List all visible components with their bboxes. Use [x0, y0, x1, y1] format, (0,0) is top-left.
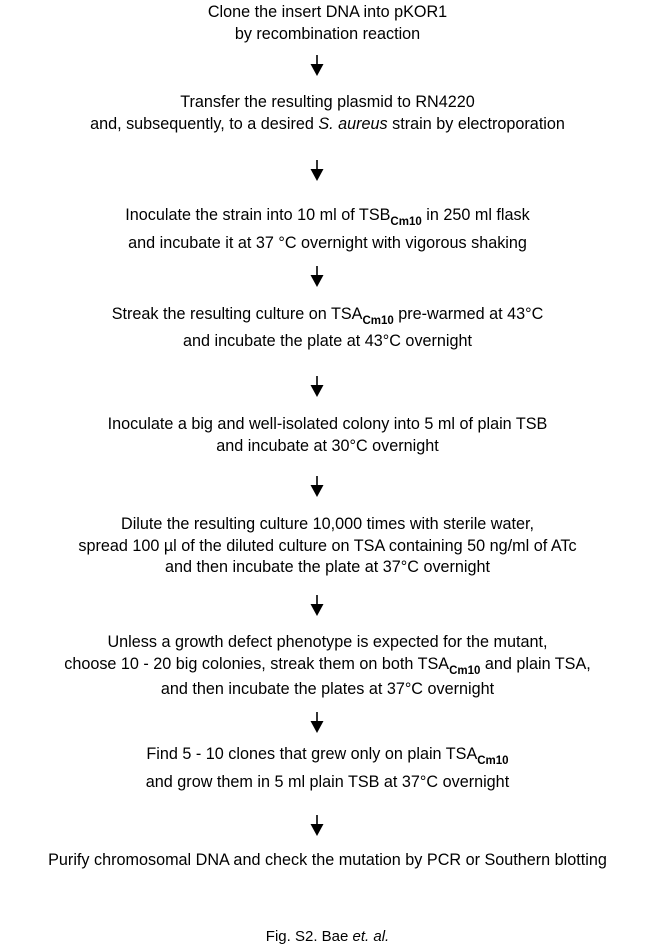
step-4-line-2: and incubate the plate at 43°C overnight	[182, 331, 473, 350]
step-9	[0, 850, 655, 872]
step-7	[0, 632, 655, 701]
step-9-line-1: Purify chromosomal DNA and check the mutation by PCR or Southern blotting	[48, 851, 607, 869]
step-5-line-2: and incubate at 30°C overnight	[216, 436, 439, 455]
arrow-4-icon	[310, 376, 324, 397]
figure-caption: Fig. S2. Bae et. al.	[265, 928, 390, 945]
arrow-5-icon	[310, 476, 324, 497]
step-8-line-1: Find 5 - 10 clones that grew only on plain $TSA_{Cm10}$	[146, 745, 509, 767]
step-7-line-2: choose 10 - 20 big colonies, streak them on both $TSA_{Cm10}$ and plain TSA,	[64, 654, 591, 677]
step-1	[0, 2, 655, 45]
step-3-line-1: Inoculate the strain into 10 ml of $TSB_{Cm10}$ in 250 ml flask	[125, 206, 530, 228]
step-6-line-2: spread 100 µl of the diluted culture on TSA containing 50 ng/ml of ATc	[78, 536, 577, 555]
step-6	[0, 514, 655, 579]
step-3	[0, 205, 655, 254]
step-1-line-2: by recombination reaction	[234, 24, 421, 43]
step-2-line-1: Transfer the resulting plasmid to RN4220	[180, 93, 475, 111]
arrow-3-icon	[310, 266, 324, 287]
step-8-line-2: and grow them in 5 ml plain TSB at 37°C overnight	[145, 772, 510, 791]
arrow-8-icon	[310, 815, 324, 836]
step-5-line-1: Inoculate a big and well-isolated colony into 5 ml of plain TSB	[107, 415, 548, 433]
step-4-line-1: Streak the resulting culture on $TSA_{Cm10}$ pre-warmed at 43°C	[111, 305, 544, 327]
step-2	[0, 92, 655, 135]
step-2-line-2: and, subsequently, to a desired S. aureus strain by electroporation	[90, 114, 565, 133]
arrow-2-icon	[310, 160, 324, 181]
arrow-7-icon	[310, 712, 324, 733]
step-5	[0, 414, 655, 457]
step-3-line-2: and incubate it at 37 °C overnight with vigorous shaking	[128, 233, 527, 252]
step-1-line-1: Clone the insert DNA into pKOR1	[207, 3, 448, 21]
step-6-line-1: Dilute the resulting culture 10,000 times with sterile water,	[121, 515, 534, 533]
step-7-line-1: Unless a growth defect phenotype is expected for the mutant,	[107, 633, 548, 651]
step-6-line-3: and then incubate the plate at 37°C overnight	[164, 558, 491, 576]
step-7-line-3: and then incubate the plates at 37°C overnight	[160, 680, 495, 698]
species-name: S. aureus	[318, 114, 388, 133]
arrow-1-icon	[310, 55, 324, 76]
arrow-6-icon	[310, 595, 324, 616]
step-8	[0, 744, 655, 793]
step-4	[0, 304, 655, 352]
